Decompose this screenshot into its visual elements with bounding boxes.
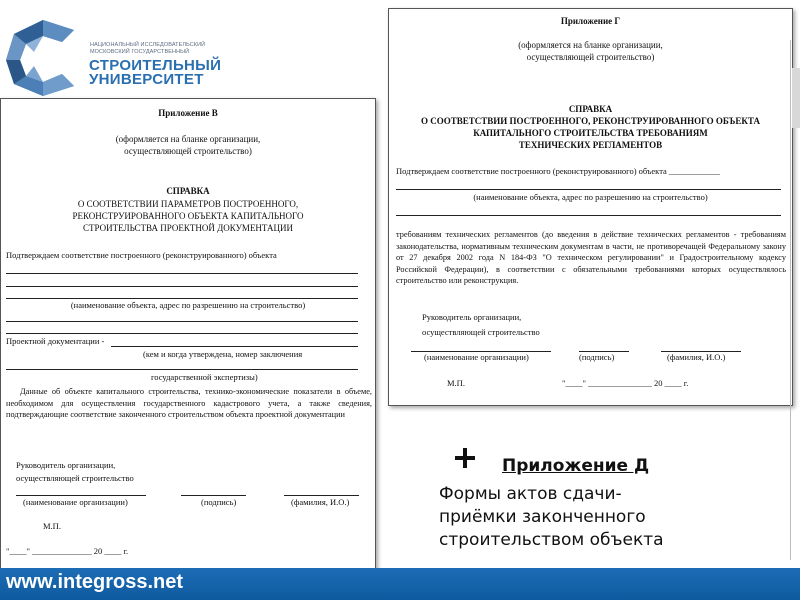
appendix-v-name-caption: (наименование объекта, адрес по разрешению на строительство) bbox=[70, 300, 306, 310]
appendix-g-head-2: осуществляющей строительство bbox=[422, 327, 540, 337]
university-logo bbox=[4, 14, 234, 104]
appendix-g-paragraph: требованиям технических регламентов (до введения в действие технических регламентов - требованиям законодательства, нормативным техническим документам в части, не противоречащей Федеральному закону от 27 декабря 2002 года N 184-ФЗ "О техническом регулировании" и Градостроительному кодексу Российской Федерации), в соответствии с обязательными требованиями которых осуществлялось строительство или реконструкция. bbox=[396, 230, 786, 285]
appendix-g-blank-line bbox=[396, 189, 781, 190]
appendix-g-org-caption: (наименование организации) bbox=[424, 352, 529, 362]
appendix-g-document bbox=[388, 8, 793, 406]
logo-small-line-1: НАЦИОНАЛЬНЫЙ ИССЛЕДОВАТЕЛЬСКИЙ bbox=[90, 42, 206, 48]
appendix-v-blank-line bbox=[6, 298, 358, 299]
appendix-v-note-1: (оформляется на бланке организации, bbox=[115, 134, 261, 144]
appendix-d-label: Приложение Д bbox=[502, 456, 650, 476]
appendix-g-heading-4: ТЕХНИЧЕСКИХ РЕГЛАМЕНТОВ bbox=[518, 140, 663, 150]
appendix-v-note-2: осуществляющей строительство) bbox=[124, 146, 252, 156]
plus-icon bbox=[452, 445, 480, 473]
appendix-v-project-doc: Проектной документации - bbox=[6, 336, 105, 346]
appendix-v-sign-line bbox=[181, 495, 246, 496]
appendix-v-blank-line bbox=[6, 273, 358, 274]
logo-small-line-2: МОСКОВСКИЙ ГОСУДАРСТВЕННЫЙ bbox=[90, 49, 190, 55]
appendix-v-expertise-caption: государственной экспертизы) bbox=[151, 372, 258, 382]
appendix-v-heading-1: СПРАВКА bbox=[166, 186, 210, 196]
appendix-g-note-1: (оформляется на бланке организации, bbox=[518, 40, 663, 50]
appendix-v-document bbox=[0, 98, 376, 570]
appendix-v-blank-line bbox=[6, 321, 358, 322]
appendix-v-confirm: Подтверждаем соответствие построенного (реконструированного) объекта bbox=[6, 250, 277, 260]
appendix-g-date: "____" _______________ 20 ____ г. bbox=[562, 378, 689, 388]
appendix-v-sign-caption: (подпись) bbox=[201, 497, 237, 507]
appendix-v-blank-line bbox=[6, 286, 358, 287]
right-edge-scrollbar[interactable] bbox=[790, 40, 800, 560]
appendix-v-date: "____" ______________ 20 ____ г. bbox=[6, 546, 129, 556]
appendix-v-blank-line bbox=[111, 346, 358, 347]
appendix-g-heading-1: СПРАВКА bbox=[568, 104, 613, 114]
appendix-g-mp: М.П. bbox=[447, 378, 465, 388]
appendix-g-sign-caption: (подпись) bbox=[579, 352, 615, 362]
appendix-g-confirm: Подтверждаем соответствие построенного (реконструированного) объекта ____________ bbox=[396, 166, 720, 176]
msu-logo-c-icon bbox=[4, 16, 82, 100]
appendix-g-fio-caption: (фамилия, И.О.) bbox=[667, 352, 726, 362]
appendix-v-blank-line bbox=[6, 369, 358, 370]
appendix-g-name-caption: (наименование объекта, адрес по разрешению на строительство) bbox=[473, 192, 708, 202]
appendix-v-title: Приложение В bbox=[158, 108, 218, 118]
appendix-g-heading-3: КАПИТАЛЬНОГО СТРОИТЕЛЬСТВА ТРЕБОВАНИЯМ bbox=[473, 128, 708, 138]
appendix-g-note-2: осуществляющей строительство) bbox=[526, 52, 655, 62]
appendix-v-approved-caption: (кем и когда утверждена, номер заключения bbox=[143, 349, 303, 359]
logo-title-line-1: СТРОИТЕЛЬНЫЙ bbox=[89, 57, 222, 74]
appendix-v-heading-3: РЕКОНСТРУИРОВАННОГО ОБЪЕКТА КАПИТАЛЬНОГО bbox=[72, 211, 304, 221]
appendix-v-head-1: Руководитель организации, bbox=[16, 460, 116, 470]
appendix-g-title: Приложение Г bbox=[560, 16, 621, 26]
appendix-v-mp: М.П. bbox=[43, 521, 61, 531]
appendix-v-heading-2: О СООТВЕТСТВИИ ПАРАМЕТРОВ ПОСТРОЕННОГО, bbox=[77, 199, 299, 209]
appendix-v-paragraph: Данные об объекте капитального строительства, технико-экономические показатели в объеме, необходимом для осуществления государственного кадастрового учета, а также сведения, подтверждающие соответствие законченного строительством объекта проектной документации bbox=[6, 387, 372, 419]
appendix-v-sign-line bbox=[284, 495, 359, 496]
appendix-v-sign-line bbox=[16, 495, 146, 496]
appendix-g-heading-2: О СООТВЕТСТВИИ ПОСТРОЕННОГО, РЕКОНСТРУИРОВАННОГО ОБЪЕКТА bbox=[421, 116, 760, 126]
appendix-v-blank-line bbox=[6, 333, 358, 334]
appendix-v-heading-4: СТРОИТЕЛЬСТВА ПРОЕКТНОЙ ДОКУМЕНТАЦИИ bbox=[83, 223, 293, 233]
logo-subtitle bbox=[90, 42, 205, 56]
logo-title-line-2: УНИВЕРСИТЕТ bbox=[89, 71, 204, 88]
appendix-v-head-2: осуществляющей строительство bbox=[16, 473, 134, 483]
appendix-v-org-caption: (наименование организации) bbox=[23, 497, 128, 507]
appendix-v-fio-caption: (фамилия, И.О.) bbox=[291, 497, 350, 507]
footer-url[interactable]: www.integross.net bbox=[6, 571, 184, 593]
appendix-g-blank-line bbox=[396, 215, 781, 216]
scrollbar-thumb[interactable] bbox=[792, 68, 800, 128]
appendix-g-head-1: Руководитель организации, bbox=[422, 312, 522, 322]
appendix-d-description: Формы актов сдачи-приёмки законченного строительством объекта bbox=[439, 484, 664, 550]
